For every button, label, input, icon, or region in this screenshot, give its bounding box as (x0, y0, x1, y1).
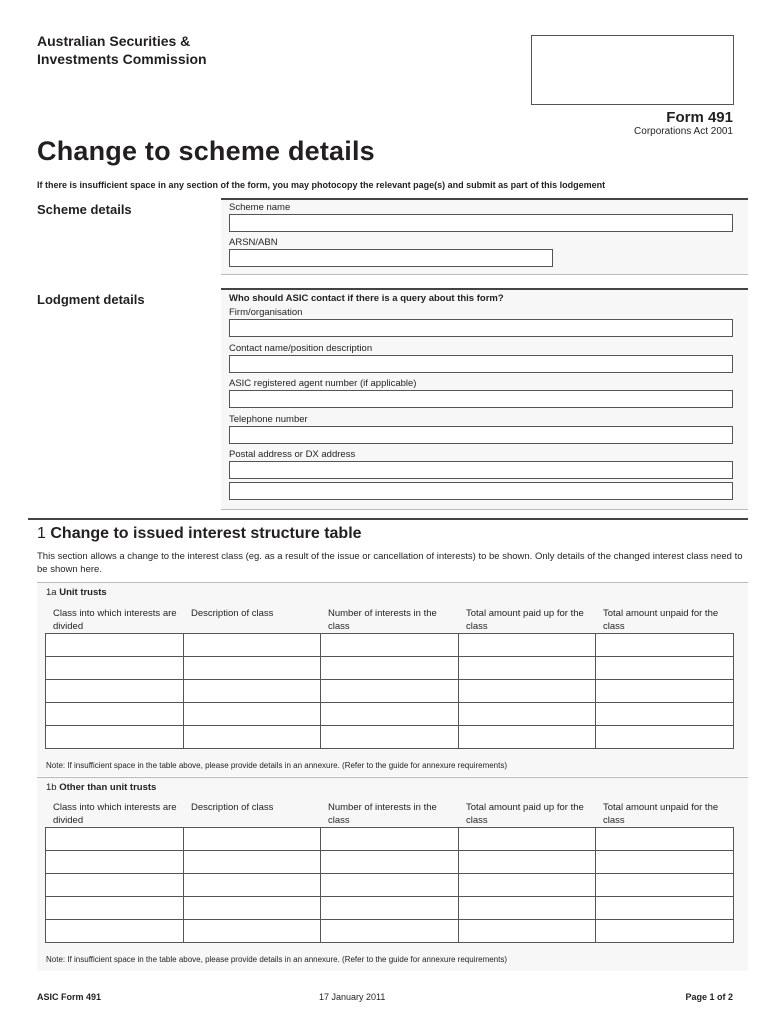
other-trusts-table (45, 827, 734, 943)
contact-field[interactable] (229, 355, 733, 373)
telephone-label: Telephone number (229, 414, 308, 425)
section-1-title (37, 525, 362, 543)
section-1-number: 1 (37, 525, 46, 542)
table-row (46, 851, 734, 874)
arsn-label: ARSN/ABN (229, 237, 278, 248)
table-row (46, 726, 734, 749)
table-row (46, 634, 734, 657)
agent-number-label: ASIC registered agent number (if applicable) (229, 378, 417, 389)
scheme-details-heading: Scheme details (37, 202, 132, 217)
col-description: Description of class (191, 802, 274, 813)
office-use-box (531, 35, 734, 105)
org-line-1: Australian Securities & (37, 33, 191, 49)
section-1-title-text: Change to issued interest structure table (50, 525, 362, 542)
unit-trusts-table (45, 633, 734, 749)
contact-question: Who should ASIC contact if there is a query about this form? (229, 293, 504, 304)
table-row (46, 657, 734, 680)
scheme-name-label: Scheme name (229, 202, 291, 213)
act-reference: Corporations Act 2001 (634, 126, 733, 137)
col-class: Class into which interests are divided (53, 608, 177, 632)
table-row (46, 828, 734, 851)
col-unpaid: Total amount unpaid for the class (603, 608, 719, 632)
footer-date: 17 January 2011 (319, 992, 386, 1002)
table-row (46, 874, 734, 897)
organisation-name (37, 32, 207, 68)
table-row (46, 897, 734, 920)
col-number: Number of interests in the class (328, 608, 437, 632)
table-row (46, 920, 734, 943)
unit-trusts-heading: 1a Unit trusts (46, 587, 107, 598)
firm-field[interactable] (229, 319, 733, 337)
col-number: Number of interests in the class (328, 802, 437, 826)
other-trusts-note: Note: If insufficient space in the table above, please provide details in an annexure. (Refer to the guide for annexure requirements) (46, 955, 508, 964)
table-row (46, 680, 734, 703)
postal-address-label: Postal address or DX address (229, 449, 356, 460)
footer-page: Page 1 of 2 (685, 992, 733, 1002)
instruction-text: If there is insufficient space in any section of the form, you may photocopy the relevant page(s) and submit as part of this lodgement (37, 180, 606, 190)
footer-form: ASIC Form 491 (37, 992, 102, 1002)
col-paid: Total amount paid up for the class (466, 608, 584, 632)
table-row (46, 703, 734, 726)
arsn-field[interactable] (229, 249, 553, 267)
col-paid: Total amount paid up for the class (466, 802, 584, 826)
unit-trusts-note: Note: If insufficient space in the table above, please provide details in an annexure. (Refer to the guide for annexure requirements) (46, 761, 508, 770)
postal-address-line-2[interactable] (229, 482, 733, 500)
section-1-divider (28, 518, 748, 520)
contact-label: Contact name/position description (229, 343, 373, 354)
page-title: Change to scheme details (37, 136, 375, 166)
form-number: Form 491 (666, 109, 733, 126)
lodgment-details-heading: Lodgment details (37, 292, 145, 307)
section-1-description: This section allows a change to the interest class (eg. as a result of the issue or cancellation of interests) to be shown. Only details of the changed interest class need to be shown here. (37, 551, 743, 575)
postal-address-line-1[interactable] (229, 461, 733, 479)
col-unpaid: Total amount unpaid for the class (603, 802, 719, 826)
telephone-field[interactable] (229, 426, 733, 444)
agent-number-field[interactable] (229, 390, 733, 408)
other-trusts-heading: 1b Other than unit trusts (46, 782, 157, 793)
firm-label: Firm/organisation (229, 307, 303, 318)
scheme-name-field[interactable] (229, 214, 733, 232)
col-description: Description of class (191, 608, 274, 619)
org-line-2: Investments Commission (37, 51, 207, 67)
col-class: Class into which interests are divided (53, 802, 177, 826)
